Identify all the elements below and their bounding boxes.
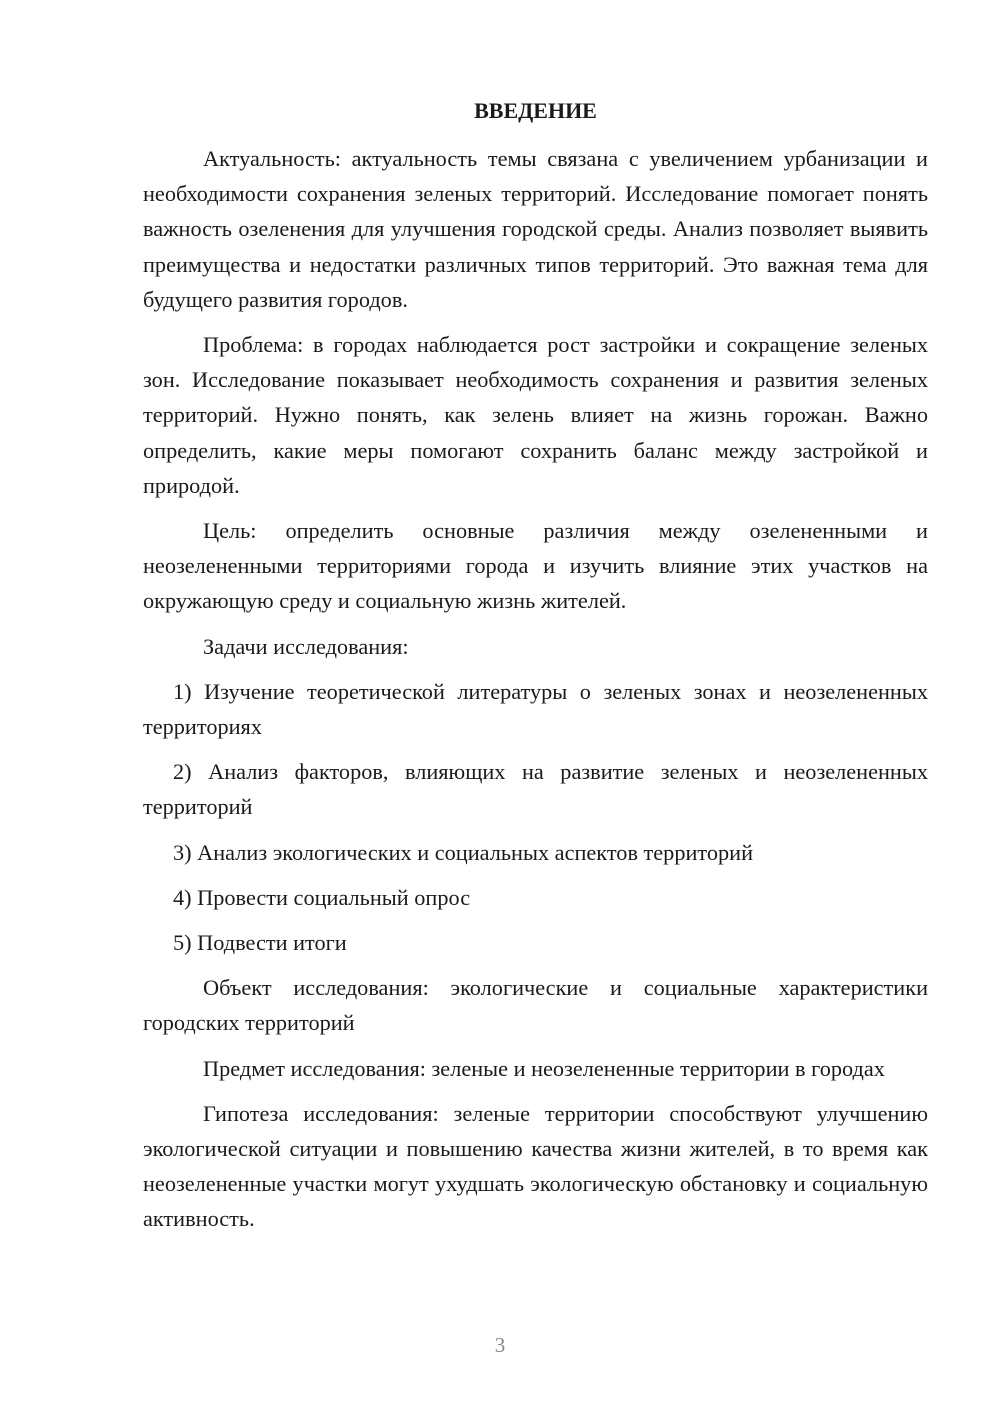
hypothesis-paragraph: Гипотеза исследования: зеленые территории способствуют улучшению экологической ситуации и повышению качества жизни жителей, в то время как неозелененные участки могут ухудшать экологическую обстановку и социальную активность. [143,1100,928,1232]
tasks-heading: Задачи исследования: [203,633,409,659]
relevance-paragraph: Актуальность: актуальность темы связана с увеличением урбанизации и необходимости сохранения зеленых территорий. Исследование помогает понять важность озеленения для улучшения городской среды. Анализ позволяет выявить преимущества и недостатки различных типов территорий. Это важная тема для будущего развития городов. [143,146,928,312]
subject-paragraph: Предмет исследования: зеленые и неозелененные территории в городах [203,1055,885,1081]
task-item-5: 5) Подвести итоги [173,930,347,956]
object-paragraph: Объект исследования: экологические и социальные характеристики городских территорий [143,975,928,1036]
task-item-4: 4) Провести социальный опрос [173,884,471,910]
task-item-3: 3) Анализ экологических и социальных аспектов территорий [173,839,754,865]
page-number: 3 [494,1333,506,1357]
task-item-2: 2) Анализ факторов, влияющих на развитие зеленых и неозелененных территорий [143,759,928,820]
task-item-1: 1) Изучение теоретической литературы о зеленых зонах и неозелененных территориях [143,678,928,740]
document-page [143,95,928,1247]
problem-paragraph: Проблема: в городах наблюдается рост застройки и сокращение зеленых зон. Исследование показывает необходимость сохранения и развития зеленых территорий. Нужно понять, как зелень влияет на жизнь горожан. Важно определить, какие меры помогают сохранить баланс между застройкой и природой. [143,332,928,498]
page-title: ВВЕДЕНИЕ [474,98,597,123]
goal-paragraph: Цель: определить основные различия между озелененными и неозелененными территориями города и изучить влияние этих участков на окружающую среду и социальную жизнь жителей. [143,518,928,614]
